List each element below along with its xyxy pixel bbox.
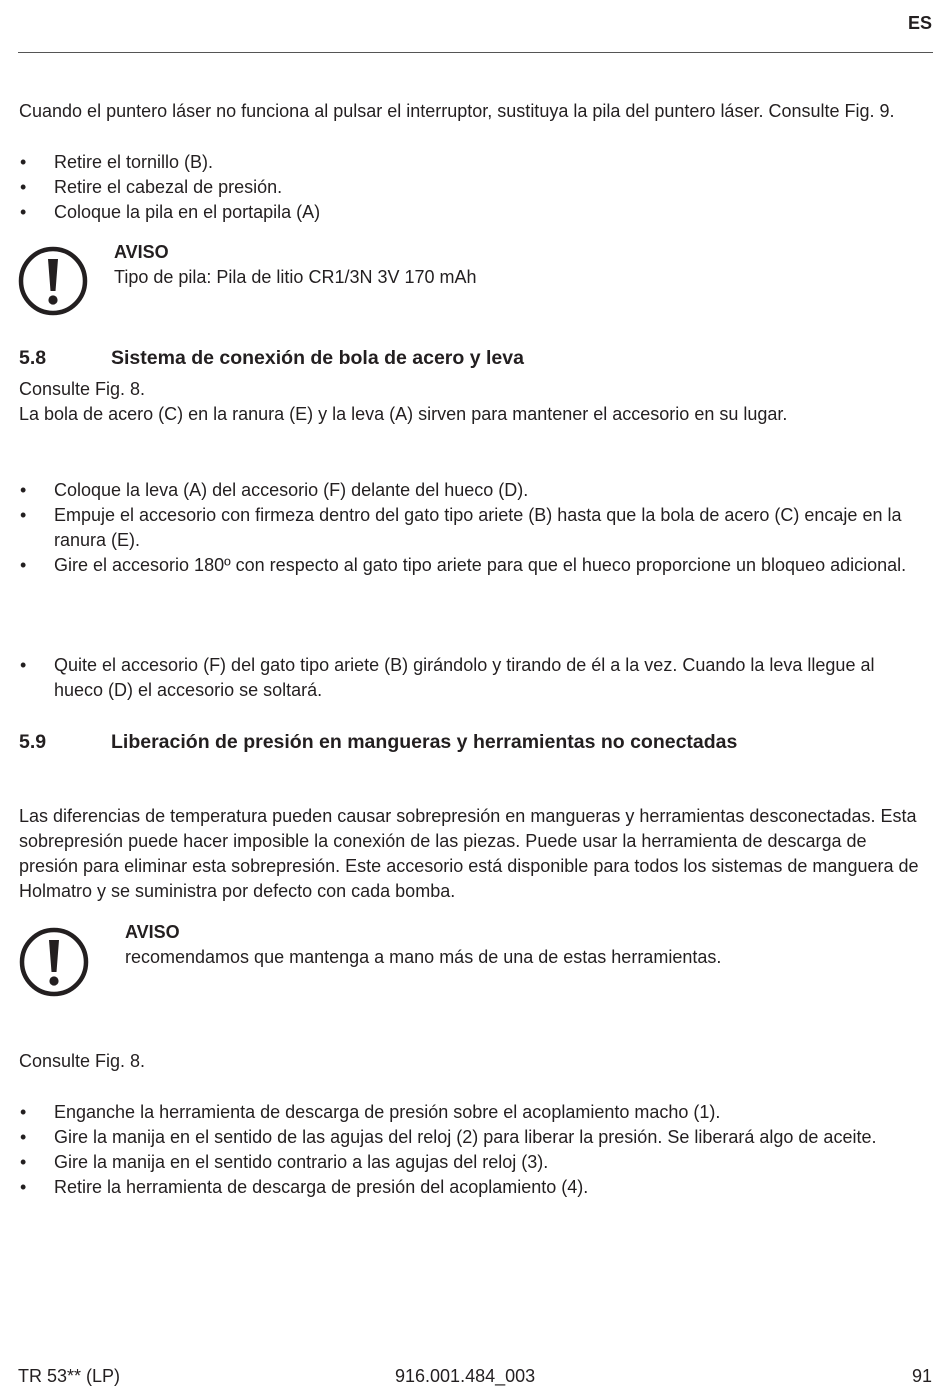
language-code: ES: [907, 13, 932, 33]
figure-reference: Consulte Fig. 8.: [19, 379, 146, 399]
pressure-release-steps: [19, 1100, 899, 1200]
list-item: [19, 553, 909, 578]
list-item-text: Retire el cabezal de presión.: [54, 177, 283, 197]
section-paragraph: Las diferencias de temperatura pueden causar sobrepresión en mangueras y herramientas desconectadas. Esta sobrepresión puede hacer imposible la conexión de las piezas. Puede usar la herramienta de descarga de presión para eliminar esta sobrepresión. Este accesorio está disponible para todos los sistemas de manguera de Holmatro y se suministra por defecto con cada bomba.: [19, 806, 919, 901]
list-item: [19, 653, 909, 703]
intro-paragraph: Cuando el puntero láser no funciona al pulsar el interruptor, sustituya la pila del puntero láser. Consulte Fig. 9.: [19, 101, 895, 121]
bullet-point: •: [20, 202, 27, 222]
figure-reference: Consulte Fig. 8.: [19, 1051, 146, 1071]
notice-title: AVISO: [125, 922, 180, 942]
list-item: [19, 150, 919, 175]
section-number: 5.8: [19, 347, 47, 369]
list-item-text: Gire el accesorio 180º con respecto al gato tipo ariete para que el hueco proporcione un bloqueo adicional.: [54, 555, 907, 575]
footer-model: TR 53** (LP): [18, 1366, 121, 1386]
footer-doc-number: 916.001.484_003: [395, 1366, 536, 1386]
bullet-point: •: [20, 505, 27, 525]
section-title: Sistema de conexión de bola de acero y leva: [111, 347, 524, 369]
page-number: 91: [911, 1366, 932, 1386]
list-item: [19, 1150, 899, 1175]
bullet-point: •: [20, 152, 27, 172]
list-item-text: Enganche la herramienta de descarga de presión sobre el acoplamiento macho (1).: [54, 1102, 721, 1122]
exclamation-circle-icon: [19, 927, 89, 997]
exclamation-circle-icon: [18, 246, 88, 316]
bullet-point: •: [20, 480, 27, 500]
list-item: [19, 478, 909, 503]
notice-text: recomendamos que mantenga a mano más de una de estas herramientas.: [125, 947, 722, 967]
list-item-text: Empuje el accesorio con firmeza dentro del gato tipo ariete (B) hasta que la bola de acero (C) encaje en la ranura (E).: [54, 505, 902, 550]
list-item-text: Coloque la pila en el portapila (A): [54, 202, 321, 222]
section-title: Liberación de presión en mangueras y herramientas no conectadas: [111, 731, 738, 753]
list-item: [19, 1125, 899, 1150]
section-number: 5.9: [19, 731, 47, 753]
bullet-point: •: [20, 1127, 27, 1147]
list-item-text: Coloque la leva (A) del accesorio (F) delante del hueco (D).: [54, 480, 529, 500]
bullet-point: •: [20, 555, 27, 575]
list-item: [19, 175, 919, 200]
list-item: [19, 200, 919, 225]
bullet-point: •: [20, 177, 27, 197]
detach-steps: [19, 653, 909, 703]
list-item-text: Retire la herramienta de descarga de presión del acoplamiento (4).: [54, 1177, 589, 1197]
list-item-text: Gire la manija en el sentido de las agujas del reloj (2) para liberar la presión. Se liberará algo de aceite.: [54, 1127, 877, 1147]
bullet-point: •: [20, 1102, 27, 1122]
notice-title: AVISO: [114, 242, 169, 262]
list-item: [19, 1175, 899, 1200]
intro-steps: [19, 150, 919, 225]
section-heading-5-8: [19, 345, 524, 371]
list-item: [19, 1100, 899, 1125]
bullet-point: •: [20, 655, 27, 675]
list-item-text: Retire el tornillo (B).: [54, 152, 214, 172]
header-rule: [18, 52, 933, 53]
list-item-text: Quite el accesorio (F) del gato tipo ariete (B) girándolo y tirando de él a la vez. Cuando la leva llegue al hueco (D) el accesorio se soltará.: [54, 655, 875, 700]
section-paragraph: La bola de acero (C) en la ranura (E) y la leva (A) sirven para mantener el accesorio en su lugar.: [19, 404, 788, 424]
list-item-text: Gire la manija en el sentido contrario a las agujas del reloj (3).: [54, 1152, 549, 1172]
section-heading-5-9: [19, 729, 737, 755]
bullet-point: •: [20, 1177, 27, 1197]
notice-text: Tipo de pila: Pila de litio CR1/3N 3V 170 mAh: [114, 267, 477, 287]
list-item: [19, 503, 909, 553]
bullet-point: •: [20, 1152, 27, 1172]
attach-steps: [19, 478, 909, 578]
